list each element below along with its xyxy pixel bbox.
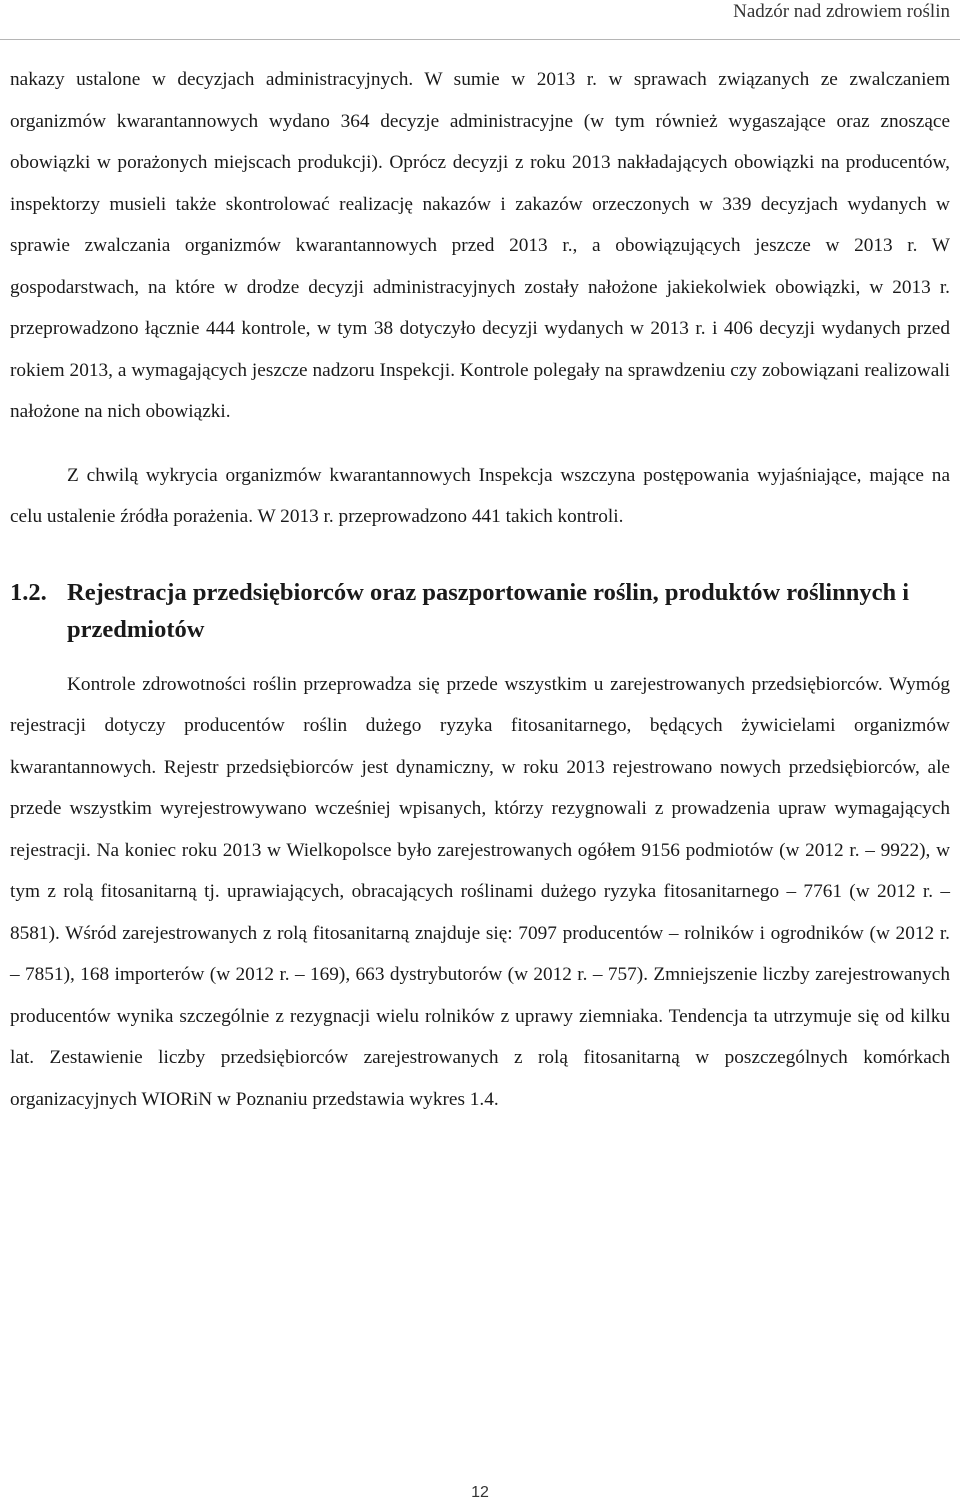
- body-paragraph-registration: Kontrole zdrowotności roślin przeprowadza się przede wszystkim u zarejestrowanych przedsiębiorców. Wymóg rejestracji dotyczy producentów roślin dużego ryzyka fitosanitarnego, będących żywicielami organizmów kwarantannowych. Rejestr przedsiębiorców jest dynamiczny, w roku 2013 rejestrowano nowych przedsiębiorców, ale przede wszystkim wyrejestrowywano wcześniej wpisanych, którzy rezygnowali z prowadzenia upraw wymagających rejestracji. Na koniec roku 2013 w Wielkopolsce było zarejestrowanych ogółem 9156 podmiotów (w 2012 r. – 9922), w tym z rolą fitosanitarną tj. uprawiających, obracających roślinami dużego ryzyka fitosanitarnego – 7761 (w 2012 r. – 8581). Wśród zarejestrowanych z rolą fitosanitarną znajduje się: 7097 producentów – rolników i ogrodników (w 2012 r. – 7851), 168 importerów (w 2012 r. – 169), 663 dystrybutorów (w 2012 r. – 757). Zmniejszenie liczby zarejestrowanych producentów wynika szczególnie z rezygnacji wielu rolników z uprawy ziemniaka. Tendencja ta utrzymuje się od kilku lat. Zestawienie liczby przedsiębiorców zarejestrowanych z rolą fitosanitarną w poszczególnych komórkach organizacyjnych WIORiN w Poznaniu przedstawia wykres 1.4.: [10, 673, 950, 1110]
- section-title: Rejestracja przedsiębiorców oraz paszportowanie roślin, produktów roślinnych i przedmiotów: [67, 578, 910, 643]
- section-number: 1.2.: [10, 578, 47, 606]
- header-divider: [0, 39, 960, 40]
- page-number: 12: [471, 1484, 489, 1501]
- section-heading: [10, 574, 950, 648]
- running-header-title: Nadzór nad zdrowiem roślin: [733, 1, 950, 22]
- body-paragraph-decisions: nakazy ustalone w decyzjach administracyjnych. W sumie w 2013 r. w sprawach związanych ze zwalczaniem organizmów kwarantannowych wydano 364 decyzje administracyjne (w tym również wygaszające oraz znoszące obowiązki w porażonych miejscach produkcji). Oprócz decyzji z roku 2013 nakładających obowiązki na producentów, inspektorzy musieli także skontrolować realizację nakazów i zakazów orzeczonych w 339 decyzjach wydanych w sprawie zwalczania organizmów kwarantannowych przed 2013 r., a obowiązujących jeszcze w 2013 r. W gospodarstwach, na które w drodze decyzji administracyjnych zostały nałożone jakiekolwiek obowiązki, w 2013 r. przeprowadzono łącznie 444 kontrole, w tym 38 dotyczyło decyzji wydanych w 2013 r. i 406 decyzji wydanych przed rokiem 2013, a wymagających jeszcze nadzoru Inspekcji. Kontrole polegały na sprawdzeniu czy zobowiązani realizowali nałożone na nich obowiązki.: [10, 69, 950, 422]
- body-paragraph-investigations: Z chwilą wykrycia organizmów kwarantannowych Inspekcja wszczyna postępowania wyjaśniające, mające na celu ustalenie źródła porażenia. W 2013 r. przeprowadzono 441 takich kontroli.: [10, 464, 950, 527]
- page-body: [10, 59, 950, 1120]
